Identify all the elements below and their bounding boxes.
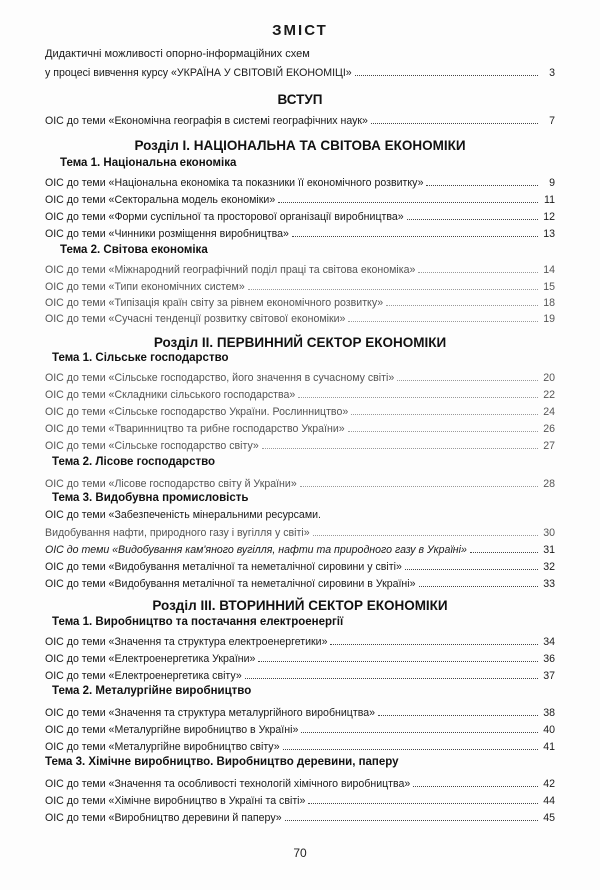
- toc-entry: [45, 436, 555, 452]
- entry-text: ОІС до теми «Видобування металічної та неметалічної сировини в Україні»: [45, 578, 416, 590]
- entry-page: 28: [543, 478, 555, 490]
- entry-page: 41: [543, 741, 555, 753]
- topic-heading: Тема 2. Світова економіка: [60, 244, 208, 256]
- dot-leader: [283, 749, 538, 750]
- toc-entry: [45, 402, 555, 418]
- toc-entry-multiline: [45, 523, 555, 539]
- entry-text: ОІС до теми «Електроенергетика України»: [45, 653, 256, 665]
- section-heading-1: Розділ I. НАЦІОНАЛЬНА ТА СВІТОВА ЕКОНОМІКИ: [134, 138, 466, 153]
- dot-leader: [262, 448, 538, 449]
- entry-page: 40: [543, 724, 555, 736]
- dot-leader: [298, 397, 538, 398]
- toc-entry: [45, 774, 555, 790]
- entry-page: 13: [543, 228, 555, 240]
- toc-entry: [45, 791, 555, 807]
- toc-entry: [45, 737, 555, 753]
- toc-entry: [45, 540, 555, 556]
- entry-text: ОІС до теми «Типи економічних систем»: [45, 281, 245, 293]
- toc-entry: [45, 309, 555, 325]
- entry-page: 42: [543, 778, 555, 790]
- entry-page: 14: [543, 264, 555, 276]
- dot-leader: [355, 75, 538, 76]
- toc-entry: [45, 557, 555, 573]
- entry-page: 22: [543, 389, 555, 401]
- toc-entry: [45, 207, 555, 223]
- dot-leader: [397, 380, 538, 381]
- toc-entry: [45, 385, 555, 401]
- entry-page: 12: [543, 211, 555, 223]
- entry-text-line-2: Видобування нафти, природного газу і вугілля у світі»: [45, 527, 310, 539]
- entry-text: ОІС до теми «Чинники розміщення виробництва»: [45, 228, 289, 240]
- entry-page: 33: [543, 578, 555, 590]
- entry-text: ОІС до теми «Хімічне виробництво в Україні та світі»: [45, 795, 306, 807]
- entry-text: ОІС до теми «Електроенергетика світу»: [45, 670, 242, 682]
- dot-leader: [351, 414, 538, 415]
- dot-leader: [292, 236, 538, 237]
- dot-leader: [470, 552, 538, 553]
- entry-text: ОІС до теми «Міжнародний географічний поділ праці та світова економіка»: [45, 264, 416, 276]
- toc-entry: [45, 260, 555, 276]
- entry-text: ОІС до теми «Сільське господарство світу»: [45, 440, 259, 452]
- entry-text: ОІС до теми «Виробництво деревини й паперу»: [45, 812, 282, 824]
- dot-leader: [300, 486, 538, 487]
- entry-text: ОІС до теми «Значення та структура електроенергетики»: [45, 636, 328, 648]
- entry-text: ОІС до теми «Складники сільського господарства»: [45, 389, 296, 401]
- dot-leader: [426, 185, 538, 186]
- entry-text: ОІС до теми «Видобування металічної та неметалічної сировини у світі»: [45, 561, 402, 573]
- intro-line-1: Дидактичні можливості опорно-інформаційних схем: [45, 48, 310, 60]
- topic-heading: Тема 1. Національна економіка: [60, 157, 237, 169]
- entry-text: ОІС до теми «Сільське господарство України. Рослинництво»: [45, 406, 349, 418]
- page-title: ЗМІСТ: [272, 22, 328, 39]
- entry-page: 27: [543, 440, 555, 452]
- dot-leader: [378, 715, 538, 716]
- topic-heading: Тема 3. Видобувна промисловість: [52, 492, 249, 504]
- toc-entry: [45, 190, 555, 206]
- dot-leader: [413, 786, 538, 787]
- entry-page: 44: [543, 795, 555, 807]
- topic-heading: Тема 2. Металургійне виробництво: [52, 685, 252, 697]
- entry-page: 7: [549, 115, 555, 127]
- dot-leader: [308, 803, 538, 804]
- dot-leader: [313, 535, 538, 536]
- dot-leader: [330, 644, 538, 645]
- entry-page: 20: [543, 372, 555, 384]
- dot-leader: [248, 289, 538, 290]
- dot-leader: [278, 202, 538, 203]
- entry-page: 31: [543, 544, 555, 556]
- toc-entry: [45, 703, 555, 719]
- toc-entry-intro: [45, 63, 555, 79]
- toc-entry: [45, 720, 555, 736]
- entry-text-line-1: ОІС до теми «Забезпеченість мінеральними ресурсами.: [45, 509, 321, 521]
- dot-leader: [405, 569, 538, 570]
- entry-text: ОІС до теми «Економічна географія в системі географічних наук»: [45, 115, 368, 127]
- entry-page: 3: [549, 67, 555, 79]
- entry-page: 38: [543, 707, 555, 719]
- section-heading-3: Розділ III. ВТОРИННИЙ СЕКТОР ЕКОНОМІКИ: [152, 598, 448, 613]
- dot-leader: [301, 732, 538, 733]
- entry-page: 24: [543, 406, 555, 418]
- toc-entry: [45, 368, 555, 384]
- entry-text: ОІС до теми «Металургійне виробництво світу»: [45, 741, 280, 753]
- entry-page: 37: [543, 670, 555, 682]
- dot-leader: [407, 219, 538, 220]
- dot-leader: [386, 305, 538, 306]
- topic-heading: Тема 1. Сільське господарство: [52, 352, 229, 364]
- section-heading-vstup: ВСТУП: [277, 92, 323, 107]
- entry-text: ОІС до теми «Секторальна модель економіки»: [45, 194, 276, 206]
- toc-entry: [45, 808, 555, 824]
- dot-leader: [348, 321, 538, 322]
- entry-text: ОІС до теми «Видобування кам'яного вугілля, нафти та природного газу в Україні»: [45, 544, 467, 556]
- topic-heading: Тема 3. Хімічне виробництво. Виробництво деревини, паперу: [45, 756, 399, 768]
- entry-page: 11: [544, 194, 555, 206]
- toc-entry: [45, 277, 555, 293]
- entry-page: 9: [549, 177, 555, 189]
- entry-page: 19: [543, 313, 555, 325]
- toc-entry: [45, 293, 555, 309]
- toc-entry: [45, 574, 555, 590]
- dot-leader: [348, 431, 538, 432]
- topic-heading: Тема 1. Виробництво та постачання електроенергії: [52, 616, 344, 628]
- entry-text: ОІС до теми «Лісове господарство світу й України»: [45, 478, 297, 490]
- entry-text: у процесі вивчення курсу «УКРАЇНА У СВІТОВІЙ ЕКОНОМІЦІ»: [45, 67, 352, 79]
- dot-leader: [245, 678, 538, 679]
- entry-text: ОІС до теми «Форми суспільної та просторової організації виробництва»: [45, 211, 404, 223]
- toc-entry: [45, 173, 555, 189]
- toc-entry: [45, 666, 555, 682]
- entry-text: ОІС до теми «Сільське господарство, його значення в сучасному світі»: [45, 372, 395, 384]
- entry-text: ОІС до теми «Тваринництво та рибне господарство України»: [45, 423, 345, 435]
- entry-page: 30: [543, 527, 555, 539]
- entry-page: 15: [543, 281, 555, 293]
- entry-text: ОІС до теми «Національна економіка та показники її економічного розвитку»: [45, 177, 424, 189]
- entry-page: 32: [543, 561, 555, 573]
- dot-leader: [258, 661, 538, 662]
- entry-text: ОІС до теми «Сучасні тенденції розвитку світової економіки»: [45, 313, 346, 325]
- toc-entry: [45, 632, 555, 648]
- topic-heading: Тема 2. Лісове господарство: [52, 456, 216, 468]
- section-heading-2: Розділ II. ПЕРВИННИЙ СЕКТОР ЕКОНОМІКИ: [153, 335, 447, 350]
- entry-page: 45: [543, 812, 555, 824]
- dot-leader: [371, 123, 538, 124]
- toc-entry: [45, 419, 555, 435]
- dot-leader: [285, 820, 538, 821]
- entry-text: ОІС до теми «Металургійне виробництво в Україні»: [45, 724, 299, 736]
- toc-entry: [45, 649, 555, 665]
- dot-leader: [418, 272, 538, 273]
- toc-entry: [45, 224, 555, 240]
- entry-text: ОІС до теми «Значення та структура металургійного виробництва»: [45, 707, 375, 719]
- entry-text: ОІС до теми «Значення та особливості технологій хімічного виробництва»: [45, 778, 411, 790]
- toc-entry: [45, 474, 555, 490]
- entry-page: 34: [543, 636, 555, 648]
- entry-page: 26: [543, 423, 555, 435]
- entry-text: ОІС до теми «Типізація країн світу за рівнем економічного розвитку»: [45, 297, 384, 309]
- page-number: 70: [293, 846, 307, 860]
- entry-page: 18: [543, 297, 555, 309]
- dot-leader: [419, 586, 538, 587]
- entry-page: 36: [543, 653, 555, 665]
- toc-entry: [45, 111, 555, 127]
